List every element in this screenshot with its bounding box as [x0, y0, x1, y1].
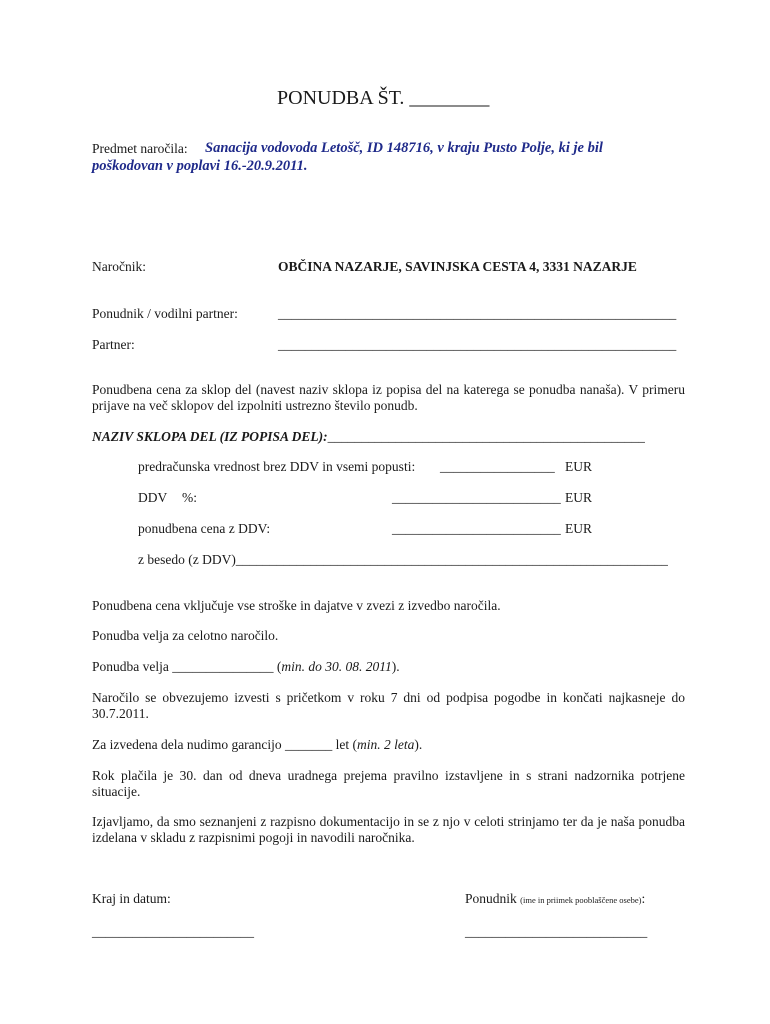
validity-prefix: Ponudba velja _______________ (: [92, 659, 282, 674]
subject-label: Predmet naročila:: [92, 141, 188, 156]
bidder-blank[interactable]: ___________________________________________________________: [278, 306, 677, 321]
vat-unit: EUR: [565, 490, 592, 505]
validity-line: [92, 659, 400, 675]
guarantee-suffix: ).: [414, 737, 423, 752]
subject-line-2: poškodovan v poplavi 16.-20.9.2011.: [92, 158, 308, 174]
bidder-signature-blank[interactable]: ___________________________: [465, 924, 648, 939]
guarantee-min: min. 2 leta: [357, 737, 415, 752]
partner-blank[interactable]: ___________________________________________________________: [278, 337, 677, 352]
bidder-label: Ponudnik / vodilni partner:: [92, 306, 238, 321]
subject-line-1: Sanacija vodovoda Letošč, ID 148716, v kraju Pusto Polje, ki je bil: [205, 140, 603, 156]
net-price-label: predračunska vrednost brez DDV in vsemi popusti:: [138, 459, 416, 474]
vat-blank[interactable]: _________________________: [392, 490, 561, 505]
guarantee-prefix: Za izvedena dela nudimo garancijo _______ let (: [92, 737, 358, 752]
place-date-label: Kraj in datum:: [92, 891, 171, 906]
bidder-signature-colon: :: [641, 891, 646, 906]
vat-label: DDV: [138, 490, 168, 505]
words-blank[interactable]: ________________________________________________________________: [235, 552, 668, 567]
net-price-unit: EUR: [565, 459, 592, 474]
gross-price-blank[interactable]: _________________________: [392, 521, 561, 536]
payment-paragraph: Rok plačila je 30. dan od dneva uradnega prejema pravilno izstavljene in s strani nadzornika potrjene situacije.: [92, 768, 685, 799]
validity-suffix: ).: [391, 659, 400, 674]
partner-label: Partner:: [92, 337, 135, 352]
words-label: z besedo (z DDV): [138, 552, 236, 567]
place-date-blank[interactable]: ________________________: [92, 924, 254, 939]
deadline-paragraph: Naročilo se obvezujemo izvesti s pričetkom v roku 7 dni od podpisa pogodbe in končati najkasneje do 30.7.2011.: [92, 690, 685, 721]
gross-price-label: ponudbena cena z DDV:: [138, 521, 271, 536]
client-value: OBČINA NAZARJE, SAVINJSKA CESTA 4, 3331 NAZARJE: [278, 259, 637, 274]
net-price-blank[interactable]: _________________: [440, 459, 555, 474]
words-line: [138, 552, 668, 568]
bidder-signature-label: [465, 891, 645, 908]
lot-label: NAZIV SKLOPA DEL (IZ POPISA DEL):: [92, 429, 328, 444]
client-label: Naročnik:: [92, 259, 146, 274]
bidder-signature-word: Ponudnik: [465, 891, 517, 906]
declaration-paragraph: Izjavljamo, da smo seznanjeni z razpisno dokumentacijo in se z njo v celoti strinjamo ter da je naša ponudba izdelana v skladu z razpisnimi pogoji in navodili naročnika.: [92, 814, 685, 845]
lot-line: [92, 429, 645, 445]
bidder-signature-note: (ime in priimek pooblaščene osebe): [520, 895, 642, 905]
guarantee-line: [92, 737, 422, 753]
vat-percent: %:: [182, 490, 197, 505]
validity-date: min. do 30. 08. 2011: [281, 659, 392, 674]
whole-order-statement: Ponudba velja za celotno naročilo.: [92, 628, 279, 643]
includes-statement: Ponudbena cena vključuje vse stroške in dajatve v zvezi z izvedbo naročila.: [92, 598, 501, 613]
page-title: PONUDBA ŠT. ________: [277, 87, 490, 109]
gross-price-unit: EUR: [565, 521, 592, 536]
lot-blank[interactable]: _______________________________________________: [327, 429, 645, 444]
intro-paragraph: Ponudbena cena za sklop del (navest naziv sklopa iz popisa del na katerega se ponudba nanaša). V primeru prijave na več sklopov del izpolniti ustrezno število ponudb.: [92, 382, 685, 413]
